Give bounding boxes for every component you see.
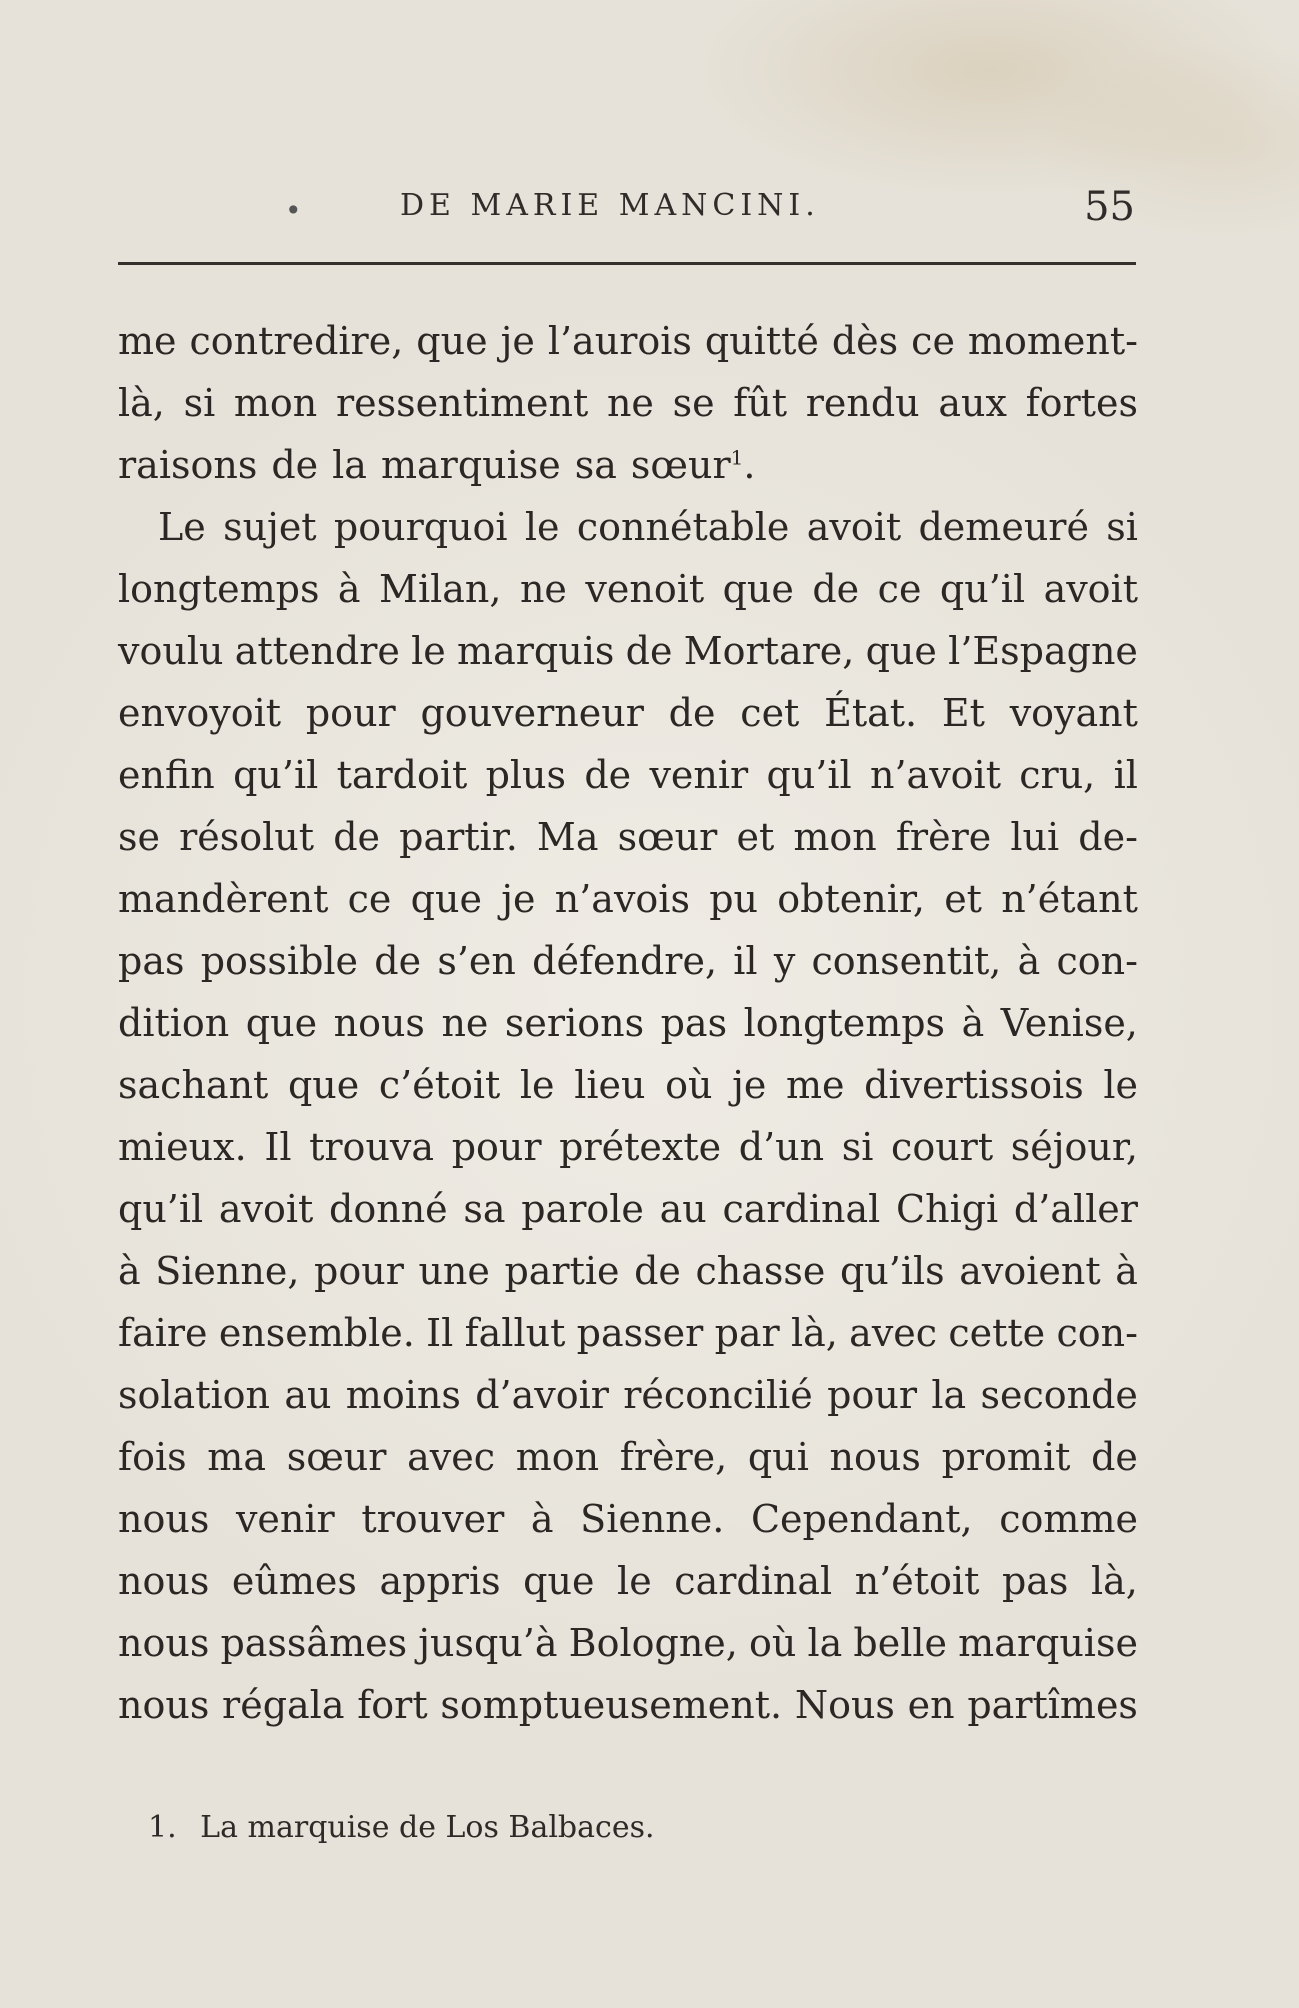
word: comme xyxy=(999,1497,1138,1541)
word: n’étant xyxy=(1001,877,1138,921)
word: de xyxy=(668,691,716,735)
word: attendre xyxy=(234,629,400,673)
word: eûmes xyxy=(231,1559,357,1603)
word: où xyxy=(749,1621,797,1665)
running-head xyxy=(120,184,1135,238)
word: dès xyxy=(831,319,899,363)
word: que xyxy=(410,877,482,921)
word: qu’il xyxy=(233,753,319,797)
text-line xyxy=(118,1674,1138,1736)
word: divertissois xyxy=(864,1063,1084,1107)
word: le xyxy=(524,505,560,549)
text-line xyxy=(118,1116,1138,1178)
word: avoit xyxy=(1043,567,1138,611)
text-line xyxy=(118,1426,1138,1488)
word: au xyxy=(659,1187,707,1231)
word: sœur xyxy=(286,1435,387,1479)
word: sa xyxy=(574,443,617,487)
word: à xyxy=(530,1497,554,1541)
word: voyant xyxy=(1009,691,1138,735)
page-number: 55 xyxy=(1084,184,1135,230)
word: frère xyxy=(895,815,992,859)
word: mon xyxy=(515,1435,600,1479)
word: cardinal xyxy=(722,1187,881,1231)
word: pour xyxy=(827,1373,917,1417)
word: marquise xyxy=(958,1621,1138,1665)
word: longtemps xyxy=(743,1001,946,1045)
word: venir xyxy=(235,1497,335,1541)
word: fallut xyxy=(464,1311,566,1355)
text-line xyxy=(118,1364,1138,1426)
footnote xyxy=(148,1810,655,1845)
word: Mortare, xyxy=(683,629,855,673)
word: me xyxy=(785,1063,845,1107)
text-line xyxy=(118,1612,1138,1674)
word: nous xyxy=(118,1497,210,1541)
word: belle xyxy=(853,1621,948,1665)
word: d’un xyxy=(738,1125,825,1169)
word: réconcilié xyxy=(623,1373,813,1417)
word: de xyxy=(634,1249,681,1293)
word: moment- xyxy=(967,319,1138,363)
word: là, xyxy=(1091,1559,1138,1603)
word: Milan, xyxy=(379,567,502,611)
word: connétable xyxy=(576,505,790,549)
word: partir. xyxy=(399,815,518,859)
word: avoit xyxy=(806,505,902,549)
word: fût xyxy=(733,381,788,425)
word: trouva xyxy=(309,1125,435,1169)
text-line xyxy=(118,930,1138,992)
word: n’avois xyxy=(554,877,690,921)
word: je xyxy=(500,319,535,363)
word: quitté xyxy=(704,319,819,363)
word: Il xyxy=(426,1311,454,1355)
text-line xyxy=(118,1240,1138,1302)
word: qu’il xyxy=(766,753,852,797)
word: pas xyxy=(660,1001,728,1045)
word: le xyxy=(1103,1063,1138,1107)
word: me xyxy=(118,319,177,363)
word: pas xyxy=(118,939,185,983)
word: ce xyxy=(347,877,392,921)
running-title: DE MARIE MANCINI. xyxy=(400,188,820,223)
word: marquis xyxy=(457,629,615,673)
word: Il xyxy=(264,1125,292,1169)
word: partie xyxy=(504,1249,620,1293)
word: appris xyxy=(379,1559,501,1603)
header-rule xyxy=(118,262,1136,265)
word: Venise, xyxy=(1000,1001,1138,1045)
word: contredire, xyxy=(189,319,404,363)
word: lieu xyxy=(574,1063,646,1107)
word: fort xyxy=(357,1683,428,1727)
word: Sienne. xyxy=(580,1497,725,1541)
word: sa xyxy=(463,1187,506,1231)
word: avoient xyxy=(959,1249,1101,1293)
word: de xyxy=(584,753,632,797)
word: parole xyxy=(521,1187,644,1231)
word: où xyxy=(665,1063,713,1107)
word: chasse xyxy=(695,1249,826,1293)
word: promit xyxy=(941,1435,1071,1479)
body-text xyxy=(118,310,1138,1736)
word: d’avoir xyxy=(475,1373,609,1417)
word: longtemps xyxy=(118,567,320,611)
word: moins xyxy=(345,1373,461,1417)
word: au xyxy=(284,1373,332,1417)
word: serions xyxy=(504,1001,645,1045)
word: lui xyxy=(1010,815,1060,859)
word: là, xyxy=(791,1311,838,1355)
word: jusqu’à xyxy=(418,1621,558,1665)
word: nous xyxy=(118,1621,210,1665)
word: si xyxy=(183,381,216,425)
word: gouverneur xyxy=(420,691,644,735)
word: que xyxy=(865,629,937,673)
footnote-ref: 1 xyxy=(730,445,744,470)
word: à xyxy=(961,1001,985,1045)
word: pas xyxy=(1001,1559,1069,1603)
word: passer xyxy=(576,1311,704,1355)
word: envoyoit xyxy=(118,691,282,735)
word: passâmes xyxy=(220,1621,408,1665)
word: sujet xyxy=(223,505,317,549)
word: sœur$^1$. xyxy=(630,443,756,487)
word: si xyxy=(1106,505,1138,549)
word: il xyxy=(1113,753,1138,797)
word: sœur xyxy=(617,815,718,859)
word: là, xyxy=(118,381,165,425)
text-line xyxy=(118,868,1138,930)
word: ne xyxy=(519,567,567,611)
word: à xyxy=(1115,1249,1138,1293)
word: que xyxy=(722,567,794,611)
word: Bologne, xyxy=(568,1621,738,1665)
word: seconde xyxy=(980,1373,1138,1417)
word: mandèrent xyxy=(118,877,329,921)
word: ensemble. xyxy=(218,1311,415,1355)
text-line xyxy=(118,434,1138,496)
text-line xyxy=(118,1302,1138,1364)
word: tardoit xyxy=(336,753,468,797)
text-line xyxy=(118,682,1138,744)
word: de xyxy=(1091,1435,1138,1479)
word: n’avoit xyxy=(869,753,1001,797)
word: con- xyxy=(1056,1311,1138,1355)
word: ne xyxy=(441,1001,489,1045)
word: résolut xyxy=(179,815,315,859)
word: que xyxy=(523,1559,595,1603)
word: venoit xyxy=(585,567,705,611)
punctuation: . xyxy=(743,443,756,487)
text-line xyxy=(118,1550,1138,1612)
word: se xyxy=(118,815,160,859)
word: qui xyxy=(747,1435,809,1479)
text-line xyxy=(118,372,1138,434)
word: raisons xyxy=(118,443,258,487)
word: mon xyxy=(793,815,877,859)
word: l’Espagne xyxy=(948,629,1138,673)
word: pu xyxy=(709,877,759,921)
word: par xyxy=(714,1311,780,1355)
word: con- xyxy=(1056,939,1138,983)
word: d’aller xyxy=(1013,1187,1138,1231)
word: je xyxy=(732,1063,767,1107)
word: de xyxy=(625,629,673,673)
head-marker: • xyxy=(285,194,302,227)
word: nous xyxy=(829,1435,921,1479)
word: la xyxy=(807,1621,843,1665)
word: mieux. xyxy=(118,1125,247,1169)
word: rendu xyxy=(805,381,920,425)
word: obtenir, xyxy=(777,877,925,921)
word: demeuré xyxy=(918,505,1089,549)
word: Ma xyxy=(536,815,599,859)
word: et xyxy=(944,877,982,921)
text-line xyxy=(118,496,1138,558)
word: si xyxy=(841,1125,874,1169)
word: Cependant, xyxy=(750,1497,973,1541)
word: pourquoi xyxy=(333,505,508,549)
word: y xyxy=(773,939,796,983)
word: Nous xyxy=(794,1683,895,1727)
word: à xyxy=(1017,939,1041,983)
word: de- xyxy=(1078,815,1138,859)
word: État. xyxy=(824,691,918,735)
word: n’étoit xyxy=(854,1559,980,1603)
text-line xyxy=(118,1178,1138,1240)
word: somptueusement. xyxy=(440,1683,783,1727)
word: aux xyxy=(938,381,1007,425)
footnote-text: La marquise de Los Balbaces. xyxy=(200,1810,655,1845)
word: et xyxy=(736,815,775,859)
word: en xyxy=(907,1683,955,1727)
word: cette xyxy=(948,1311,1046,1355)
word: se xyxy=(672,381,715,425)
word: nous xyxy=(118,1683,210,1727)
text-line xyxy=(118,1488,1138,1550)
word: Le xyxy=(158,505,206,549)
word: trouver xyxy=(361,1497,505,1541)
word: il xyxy=(733,939,758,983)
word: plus xyxy=(485,753,567,797)
word: avec xyxy=(849,1311,938,1355)
word: avec xyxy=(407,1435,495,1479)
word: que xyxy=(416,319,488,363)
word: qu’il xyxy=(118,1187,204,1231)
word: frère, xyxy=(619,1435,728,1479)
word: cardinal xyxy=(674,1559,833,1603)
word: venir xyxy=(649,753,749,797)
word: qu’ils xyxy=(839,1249,945,1293)
word: s’en xyxy=(437,939,516,983)
word: solation xyxy=(118,1373,270,1417)
word: de xyxy=(812,567,860,611)
word: faire xyxy=(118,1311,208,1355)
word: la xyxy=(332,443,367,487)
word: à xyxy=(118,1249,141,1293)
word: le xyxy=(411,629,446,673)
word: ne xyxy=(606,381,654,425)
word: cet xyxy=(740,691,800,735)
word: fortes xyxy=(1025,381,1138,425)
word: prétexte xyxy=(559,1125,722,1169)
word: possible xyxy=(200,939,359,983)
word: à xyxy=(337,567,361,611)
word: avoit xyxy=(218,1187,314,1231)
text-line xyxy=(118,620,1138,682)
word: nous xyxy=(333,1001,425,1045)
word: de xyxy=(374,939,422,983)
text-line xyxy=(118,1054,1138,1116)
word: pour xyxy=(314,1249,404,1293)
text-line xyxy=(118,558,1138,620)
word: pour xyxy=(305,691,396,735)
word: de xyxy=(271,443,319,487)
word: régala xyxy=(222,1683,345,1727)
word: que xyxy=(245,1001,318,1045)
text-line xyxy=(118,806,1138,868)
word: c’étoit xyxy=(378,1063,501,1107)
word: ce xyxy=(911,319,955,363)
word: défendre, xyxy=(532,939,718,983)
word: la xyxy=(931,1373,967,1417)
word: Sienne, xyxy=(155,1249,300,1293)
word: Chigi xyxy=(896,1187,999,1231)
word: court xyxy=(891,1125,994,1169)
word: sachant xyxy=(118,1063,269,1107)
word: consentit, xyxy=(811,939,1002,983)
word: le xyxy=(617,1559,652,1603)
word: ressentiment xyxy=(335,381,589,425)
text-line xyxy=(118,992,1138,1054)
word: fois xyxy=(118,1435,187,1479)
word: qu’il xyxy=(939,567,1026,611)
word: l’aurois xyxy=(547,319,692,363)
word: je xyxy=(501,877,536,921)
footnote-number: 1. xyxy=(148,1810,177,1845)
word: que xyxy=(287,1063,360,1107)
word: de xyxy=(333,815,381,859)
word: donné xyxy=(329,1187,448,1231)
word: une xyxy=(418,1249,490,1293)
word: pour xyxy=(451,1125,542,1169)
word: ce xyxy=(877,567,922,611)
text-line xyxy=(118,744,1138,806)
word: dition xyxy=(118,1001,230,1045)
word: mon xyxy=(233,381,318,425)
word: marquise xyxy=(380,443,561,487)
word: cru, xyxy=(1019,753,1096,797)
word: enfin xyxy=(118,753,215,797)
word: séjour, xyxy=(1010,1125,1138,1169)
word: ma xyxy=(207,1435,266,1479)
word: le xyxy=(519,1063,555,1107)
word: partîmes xyxy=(967,1683,1138,1727)
word: voulu xyxy=(118,629,224,673)
text-line xyxy=(118,310,1138,372)
word: Et xyxy=(941,691,985,735)
word: nous xyxy=(118,1559,210,1603)
